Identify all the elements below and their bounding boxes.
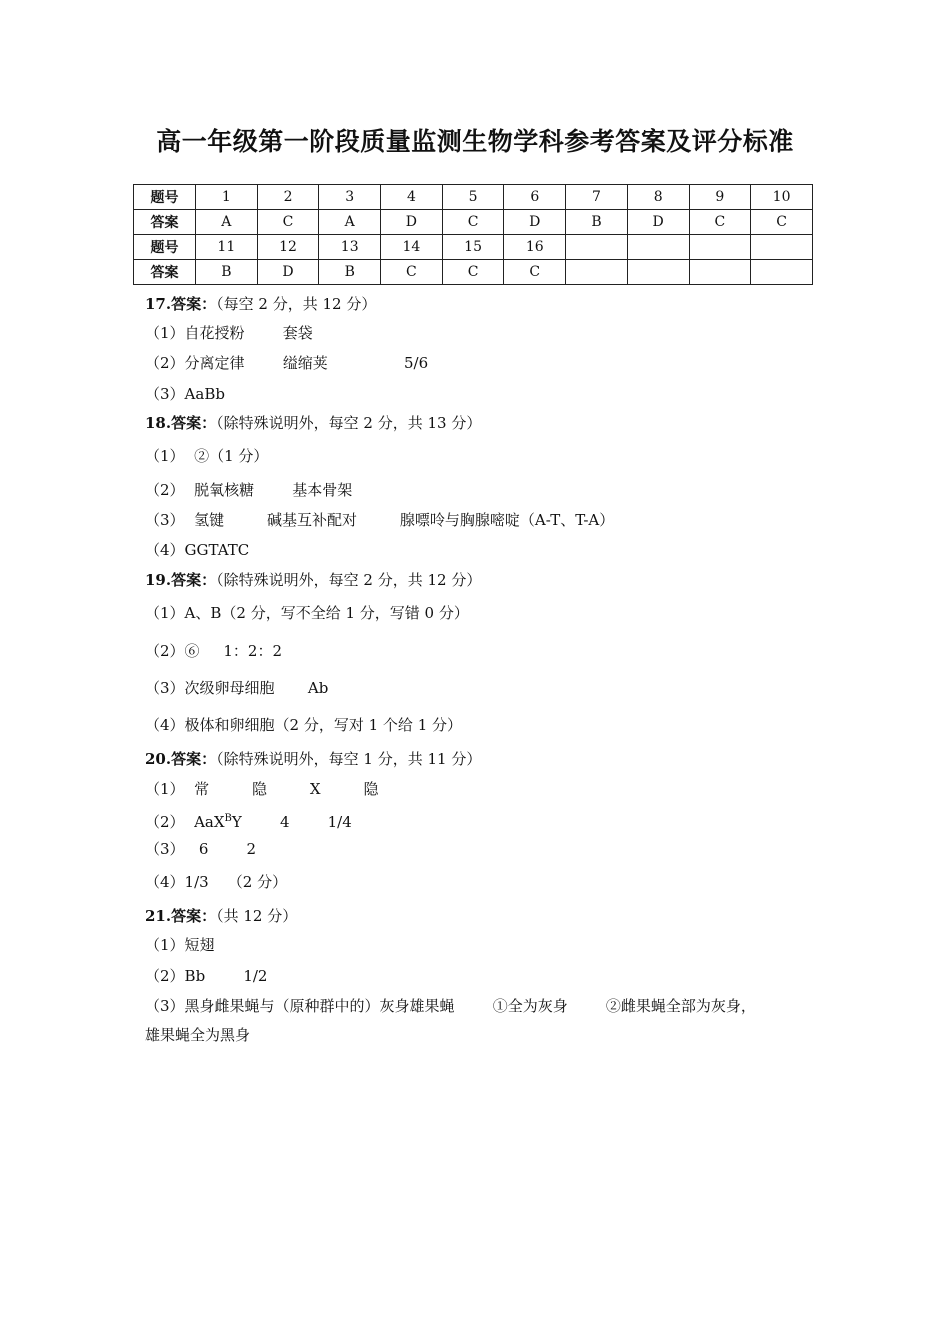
table-cell [566, 235, 628, 260]
table-cell: 5 [442, 185, 504, 210]
q20-answer-2-superscript: B [224, 813, 232, 824]
table-row-header: 答案 [134, 210, 196, 235]
table-cell: C [504, 260, 566, 285]
table-cell: C [381, 260, 443, 285]
q20-answer-2 [145, 809, 352, 832]
q20-label: 20.答案： [145, 750, 217, 768]
q19-answer-2: （2）⑥ 1：2：2 [145, 642, 283, 660]
q21-label: 21.答案： [145, 907, 217, 925]
q18-answer-3: （3） 氢键 碱基互补配对 腺嘌呤与胸腺嘧啶（A-T、T-A） [145, 511, 615, 529]
q18-heading [145, 413, 481, 433]
q18-answer-4: （4）GGTATC [145, 541, 250, 559]
q19-note: （除特殊说明外，每空 2 分，共 12 分） [216, 571, 482, 589]
table-cell: 8 [627, 185, 689, 210]
q18-answer-2: （2） 脱氧核糖 基本骨架 [145, 481, 353, 499]
q19-answer-4: （4）极体和卵细胞（2 分，写对 1 个给 1 分） [145, 716, 463, 734]
table-cell: 2 [257, 185, 319, 210]
q21-answer-3: （3）黑身雌果蝇与（原种群中的）灰身雄果蝇 ①全为灰身 ②雌果蝇全部为灰身， [145, 997, 756, 1015]
q20-answer-1: （1） 常 隐 X 隐 [145, 780, 379, 798]
q21-answer-2: （2）Bb 1/2 [145, 967, 268, 985]
table-cell: C [751, 210, 813, 235]
table-cell: 7 [566, 185, 628, 210]
table-cell: B [196, 260, 258, 285]
table-cell [689, 235, 751, 260]
table-row-answers-2 [134, 260, 813, 285]
q18-note: （除特殊说明外，每空 2 分，共 13 分） [216, 414, 482, 432]
table-cell: D [381, 210, 443, 235]
q17-label: 17.答案： [145, 295, 217, 313]
table-row-numbers-1 [134, 185, 813, 210]
q19-heading [145, 570, 481, 590]
answer-table [133, 184, 813, 285]
q18-label: 18.答案： [145, 414, 217, 432]
table-row-numbers-2 [134, 235, 813, 260]
q19-answer-3: （3）次级卵母细胞 Ab [145, 679, 329, 697]
table-cell: 3 [319, 185, 381, 210]
table-cell: C [442, 210, 504, 235]
table-cell: 11 [196, 235, 258, 260]
q20-answer-2-rest: Y 4 1/4 [231, 813, 352, 831]
table-cell: B [319, 260, 381, 285]
table-cell [751, 260, 813, 285]
q17-answer-1: （1）自花授粉 套袋 [145, 324, 313, 342]
q21-answer-3-continued: 雄果蝇全为黑身 [145, 1026, 251, 1044]
q21-answer-1: （1）短翅 [145, 936, 215, 954]
table-row-header: 答案 [134, 260, 196, 285]
table-cell: 4 [381, 185, 443, 210]
q21-note: （共 12 分） [216, 907, 298, 925]
table-cell: 13 [319, 235, 381, 260]
q17-answer-2: （2）分离定律 缢缩荚 5/6 [145, 354, 429, 372]
table-cell: C [257, 210, 319, 235]
q20-note: （除特殊说明外，每空 1 分，共 11 分） [216, 750, 482, 768]
table-cell: 9 [689, 185, 751, 210]
table-cell [627, 260, 689, 285]
table-row-answers-1 [134, 210, 813, 235]
table-cell: A [196, 210, 258, 235]
q19-answer-1: （1）A、B（2 分，写不全给 1 分，写错 0 分） [145, 604, 469, 622]
q20-answer-2-genotype: （2） AaX [145, 813, 225, 831]
table-cell: 10 [751, 185, 813, 210]
q20-answer-4: （4）1/3 （2 分） [145, 873, 288, 891]
table-cell: C [689, 210, 751, 235]
table-cell: 16 [504, 235, 566, 260]
table-cell: 1 [196, 185, 258, 210]
q17-answer-3: （3）AaBb [145, 385, 225, 403]
table-cell: 15 [442, 235, 504, 260]
q20-answer-3: （3） 6 2 [145, 840, 257, 858]
table-cell: 6 [504, 185, 566, 210]
table-cell: C [442, 260, 504, 285]
table-cell [751, 235, 813, 260]
table-cell: D [627, 210, 689, 235]
table-row-header: 题号 [134, 185, 196, 210]
table-cell: 12 [257, 235, 319, 260]
table-cell: A [319, 210, 381, 235]
table-cell: B [566, 210, 628, 235]
q17-note: （每空 2 分，共 12 分） [216, 295, 377, 313]
q18-answer-1: （1） ②（1 分） [145, 447, 269, 465]
table-cell [566, 260, 628, 285]
table-cell: D [504, 210, 566, 235]
table-cell: 14 [381, 235, 443, 260]
table-cell [627, 235, 689, 260]
q21-heading [145, 906, 297, 926]
q20-heading [145, 749, 481, 769]
table-cell: D [257, 260, 319, 285]
q19-label: 19.答案： [145, 571, 217, 589]
table-row-header: 题号 [134, 235, 196, 260]
page-title: 高一年级第一阶段质量监测生物学科参考答案及评分标准 [156, 127, 794, 156]
table-cell [689, 260, 751, 285]
q17-heading [145, 294, 376, 314]
